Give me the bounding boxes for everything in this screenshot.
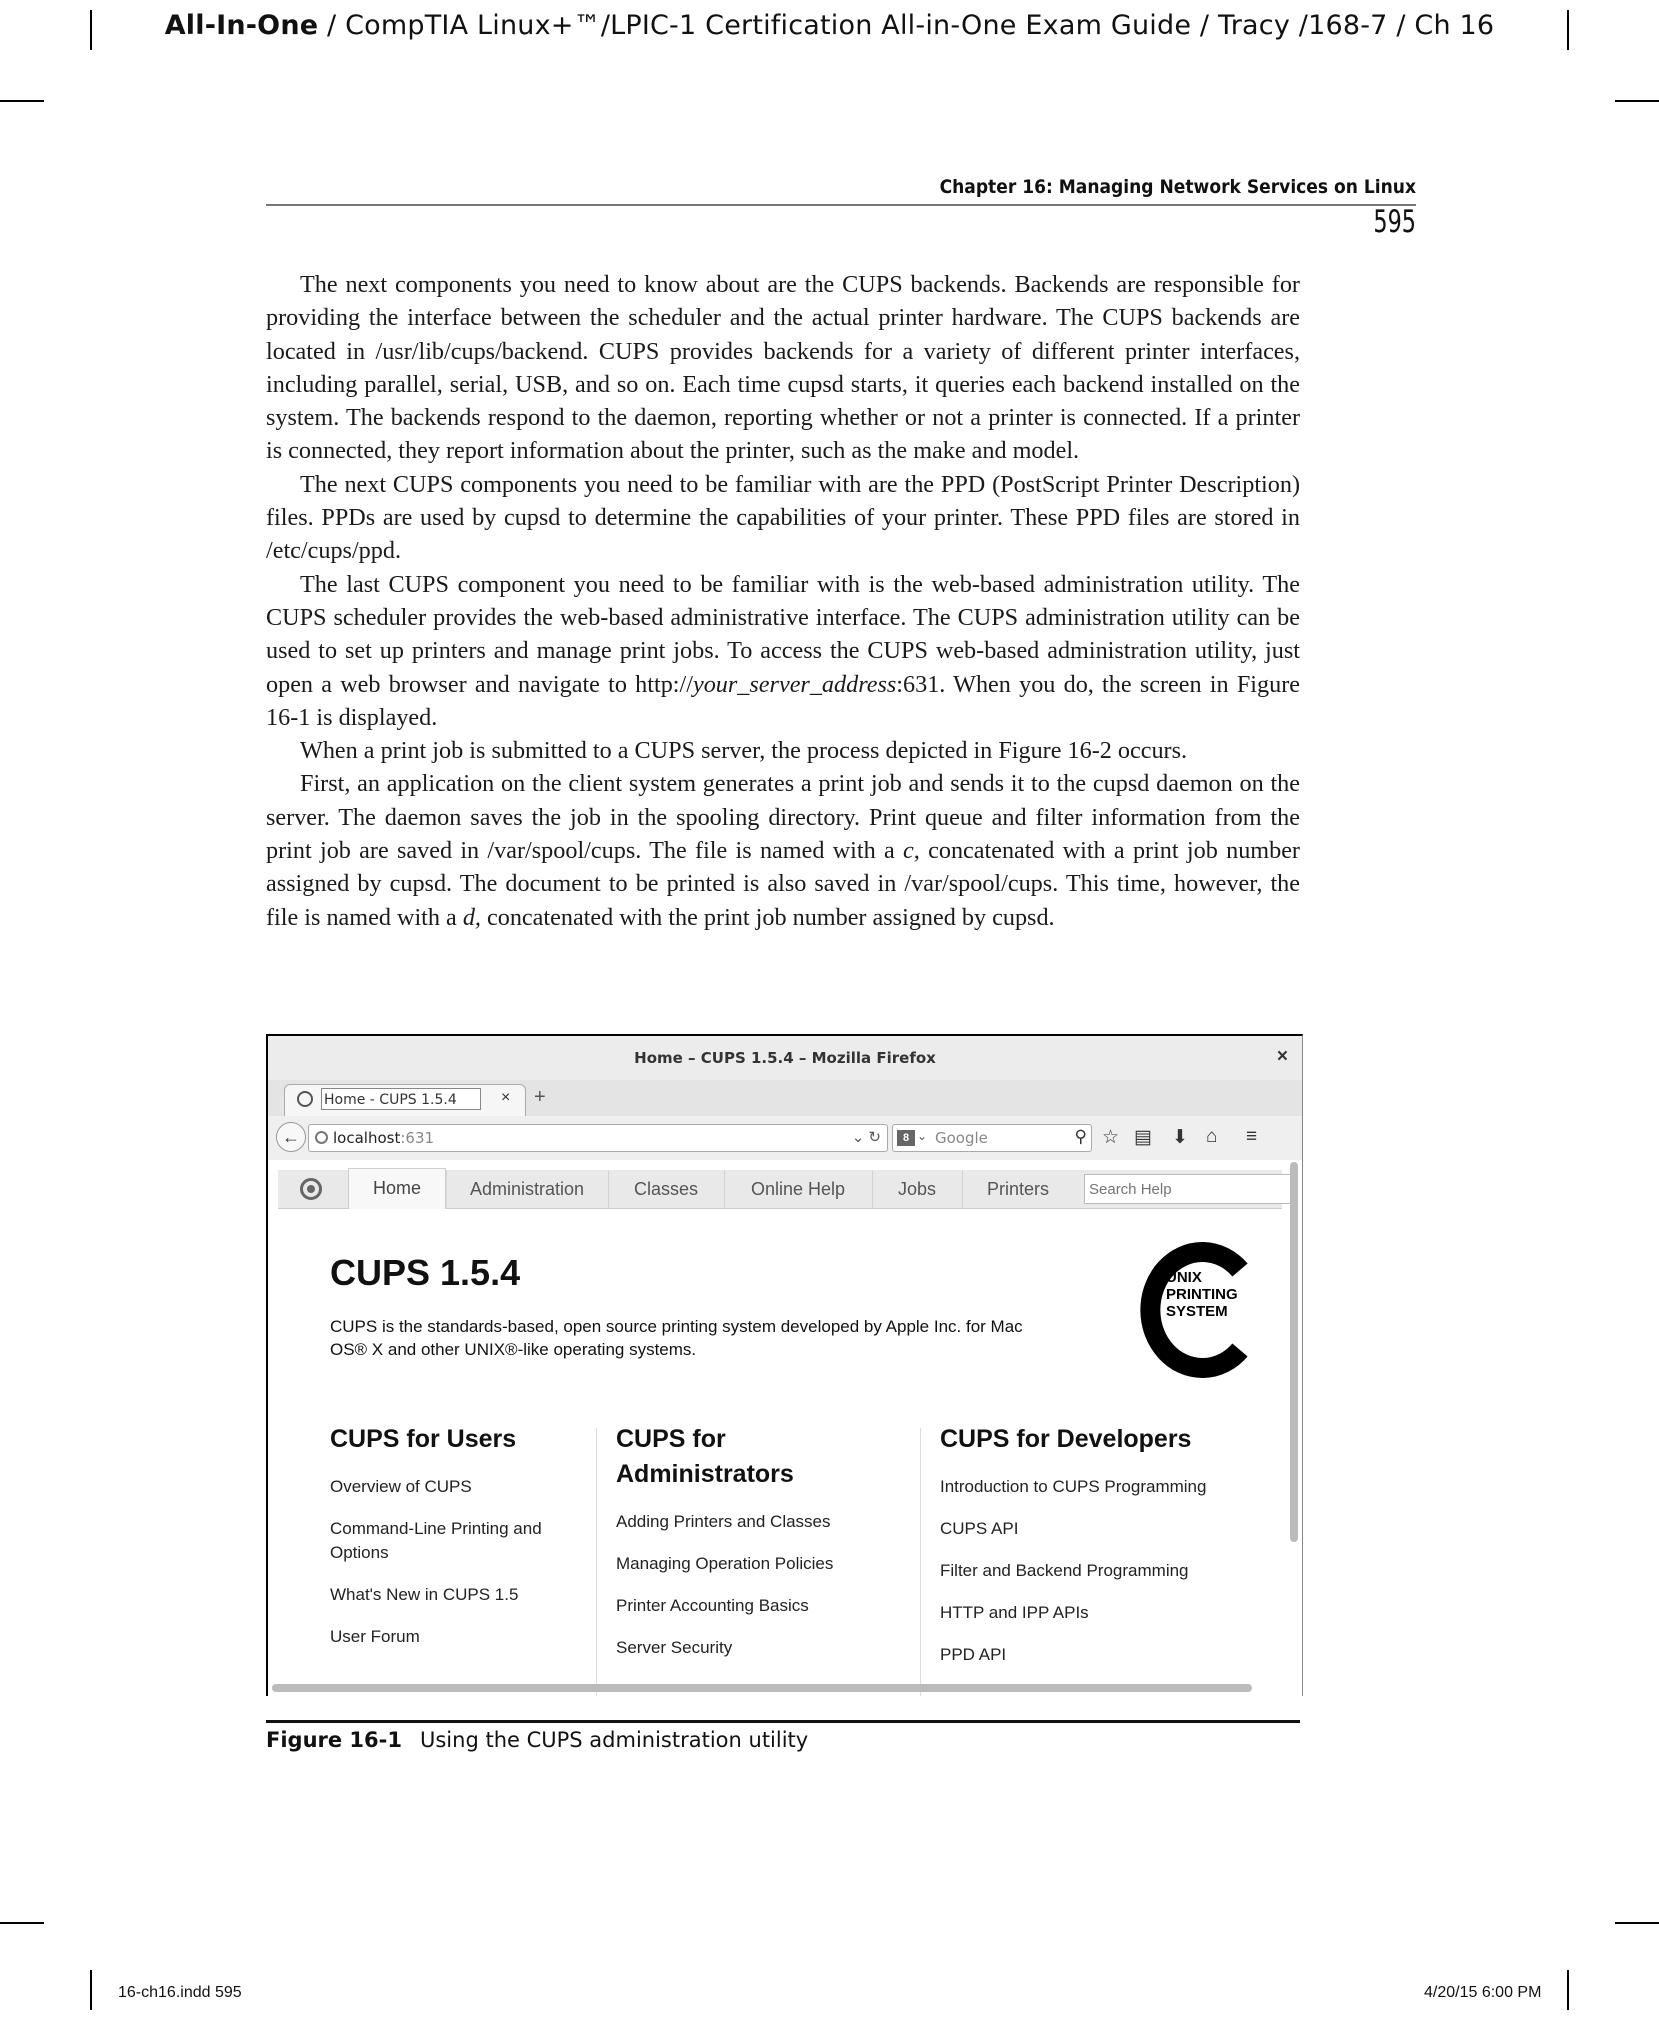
url-port: :631	[400, 1129, 435, 1147]
slug-left: 16-ch16.indd 595	[118, 1984, 242, 2001]
text-run: :631. When you do, the screen in Figure 16-1 is displayed.	[266, 670, 1300, 731]
crop-mark	[0, 1922, 44, 1924]
paragraph	[266, 767, 1300, 933]
search-box[interactable]	[892, 1124, 1092, 1152]
window-title: Home – CUPS 1.5.4 – Mozilla Firefox	[634, 1049, 936, 1067]
running-header	[0, 10, 1659, 41]
text-run: concatenated with the print job number assigned by cupsd.	[480, 903, 1055, 931]
navigation-toolbar	[268, 1116, 1302, 1161]
link[interactable]: Filter and Backend Programming	[940, 1561, 1189, 1580]
text-run: First, an application on the client system generates a print job and sends it to the cupsd daemon on the server. The daemon saves the job in the spooling directory. Print queue and filter information from the print job are saved in /var/spool/cups. The file is named with a	[266, 770, 1300, 865]
crop-mark	[1615, 100, 1659, 102]
tab-title: Home - CUPS 1.5.4	[321, 1088, 481, 1110]
link[interactable]: Command-Line Printing and Options	[330, 1519, 542, 1562]
vertical-scrollbar[interactable]	[1290, 1162, 1298, 1542]
crop-mark	[1615, 1922, 1659, 1924]
search-engine-label: Google	[935, 1129, 988, 1147]
url-text	[333, 1129, 434, 1147]
globe-icon	[315, 1131, 328, 1144]
link[interactable]: User Forum	[330, 1627, 420, 1646]
header-series: All-In-One	[164, 10, 319, 41]
new-tab-icon[interactable]: +	[534, 1086, 546, 1108]
tab-jobs[interactable]: Jobs	[872, 1170, 961, 1208]
text-run-italic: d,	[462, 903, 481, 931]
cups-nav	[278, 1170, 1282, 1209]
download-icon[interactable]: ⬇	[1172, 1127, 1188, 1148]
text-run-italic: your_server_address	[692, 670, 897, 698]
cups-favicon-icon	[297, 1091, 313, 1107]
tab-online-help[interactable]: Online Help	[724, 1170, 871, 1208]
cups-description: CUPS is the standards-based, open source printing system developed by Apple Inc. for Mac OS® X and other UNIX®-like operating systems.	[330, 1317, 1023, 1359]
logo-text: PRINTING	[1166, 1286, 1238, 1303]
paragraph: When a print job is submitted to a CUPS server, the process depicted in Figure 16-2 occurs.	[300, 737, 1188, 765]
browser-tab[interactable]	[284, 1084, 526, 1117]
body-text	[266, 268, 1300, 934]
link[interactable]: Managing Operation Policies	[616, 1554, 834, 1573]
text-run: The last CUPS component you need to be familiar with is the web-based administration utility. The CUPS scheduler provides the web-based administrative interface. The CUPS administration utility can be used to set up printers and manage print jobs. To access the CUPS web-based administration utility, just open a web browser and navigate to http://	[266, 570, 1300, 698]
google-icon: 8	[897, 1130, 915, 1146]
crop-mark	[1567, 1970, 1569, 2010]
paragraph: The next components you need to know about are the CUPS backends. Backends are responsible for providing the interface between the scheduler and the actual printer hardware. The CUPS backends are located in /usr/lib/cups/backend. CUPS provides backends for a variety of different printer interfaces, including parallel, serial, USB, and so on. Each time cupsd starts, it queries each backend installed on the system. The backends respond to the daemon, reporting whether or not a printer is connected. If a printer is connected, they report information about the printer, such as the make and model.	[266, 271, 1300, 465]
users-column	[330, 1422, 550, 1667]
close-icon[interactable]: ×	[1276, 1046, 1288, 1067]
url-bar[interactable]	[308, 1124, 888, 1152]
horizontal-scrollbar[interactable]	[272, 1684, 1252, 1692]
window-titlebar	[268, 1036, 1302, 1080]
unix-printing-system-logo	[1128, 1240, 1258, 1380]
tab-bar	[268, 1080, 1302, 1116]
admins-column	[616, 1422, 846, 1678]
cups-logo-icon[interactable]	[300, 1178, 322, 1200]
page-title: CUPS 1.5.4	[330, 1252, 521, 1293]
search-icon[interactable]: ⚲	[1074, 1127, 1087, 1146]
page-number: 595	[1373, 204, 1416, 240]
link[interactable]: Introduction to CUPS Programming	[940, 1477, 1207, 1496]
admins-heading: CUPS for Administrators	[616, 1425, 794, 1488]
developers-column	[940, 1422, 1240, 1685]
menu-icon[interactable]: ≡	[1246, 1126, 1258, 1147]
tab-classes[interactable]: Classes	[608, 1170, 723, 1208]
chevron-down-icon[interactable]: ⌄	[917, 1129, 928, 1143]
crop-mark	[0, 100, 44, 102]
link[interactable]: PPD API	[940, 1645, 1007, 1664]
column-divider	[920, 1428, 921, 1696]
bookmark-star-icon[interactable]: ☆	[1102, 1127, 1120, 1148]
header-rest: / CompTIA Linux+™/LPIC-1 Certification All-in-One Exam Guide / Tracy /168-7 / Ch 16	[318, 10, 1495, 41]
paragraph: The next CUPS components you need to be familiar with are the PPD (PostScript Printer Description) files. PPDs are used by cupsd to determine the capabilities of your printer. These PPD files are stored in /etc/cups/ppd.	[266, 470, 1300, 565]
users-heading: CUPS for Users	[330, 1425, 517, 1453]
caption-text: Using the CUPS administration utility	[420, 1728, 809, 1752]
link[interactable]: Server Security	[616, 1638, 733, 1657]
reload-icon[interactable]: ⌄ ↻	[851, 1129, 881, 1146]
figure-rule	[266, 1720, 1300, 1723]
figure-caption	[266, 1728, 808, 1752]
chapter-title: Chapter 16: Managing Network Services on Linux	[939, 176, 1416, 198]
link[interactable]: What's New in CUPS 1.5	[330, 1585, 519, 1604]
paragraph	[266, 568, 1300, 734]
figure-screenshot	[266, 1034, 1303, 1696]
link[interactable]: Overview of CUPS	[330, 1477, 472, 1496]
search-help-input[interactable]	[1084, 1174, 1294, 1204]
back-arrow-icon[interactable]: ←	[276, 1122, 306, 1152]
reading-list-icon[interactable]: ▤	[1134, 1127, 1152, 1148]
tab-printers[interactable]: Printers	[962, 1170, 1073, 1208]
link[interactable]: HTTP and IPP APIs	[940, 1603, 1089, 1622]
url-host: localhost	[333, 1129, 401, 1147]
page-content	[268, 1160, 1302, 1696]
link[interactable]: Printer Accounting Basics	[616, 1596, 809, 1615]
slug-right: 4/20/15 6:00 PM	[1424, 1984, 1542, 2001]
text-run: concatenated with a print job number assigned by cupsd. The document to be printed is also saved in /var/spool/cups. This time, however, the file is named with a	[266, 837, 1300, 931]
tab-home[interactable]: Home	[348, 1168, 446, 1209]
logo-text: SYSTEM	[1166, 1303, 1228, 1320]
tab-close-icon[interactable]: ×	[501, 1089, 511, 1106]
home-icon[interactable]: ⌂	[1206, 1126, 1218, 1147]
logo-text: UNIX	[1166, 1269, 1202, 1286]
developers-heading: CUPS for Developers	[940, 1425, 1192, 1453]
header-rule	[266, 204, 1416, 206]
crop-mark	[90, 1970, 92, 2010]
link[interactable]: Adding Printers and Classes	[616, 1512, 831, 1531]
caption-label: Figure 16-1	[266, 1728, 402, 1752]
text-run-italic: c,	[903, 837, 920, 865]
column-divider	[596, 1428, 597, 1696]
link[interactable]: CUPS API	[940, 1519, 1019, 1538]
tab-administration[interactable]: Administration	[446, 1170, 607, 1208]
